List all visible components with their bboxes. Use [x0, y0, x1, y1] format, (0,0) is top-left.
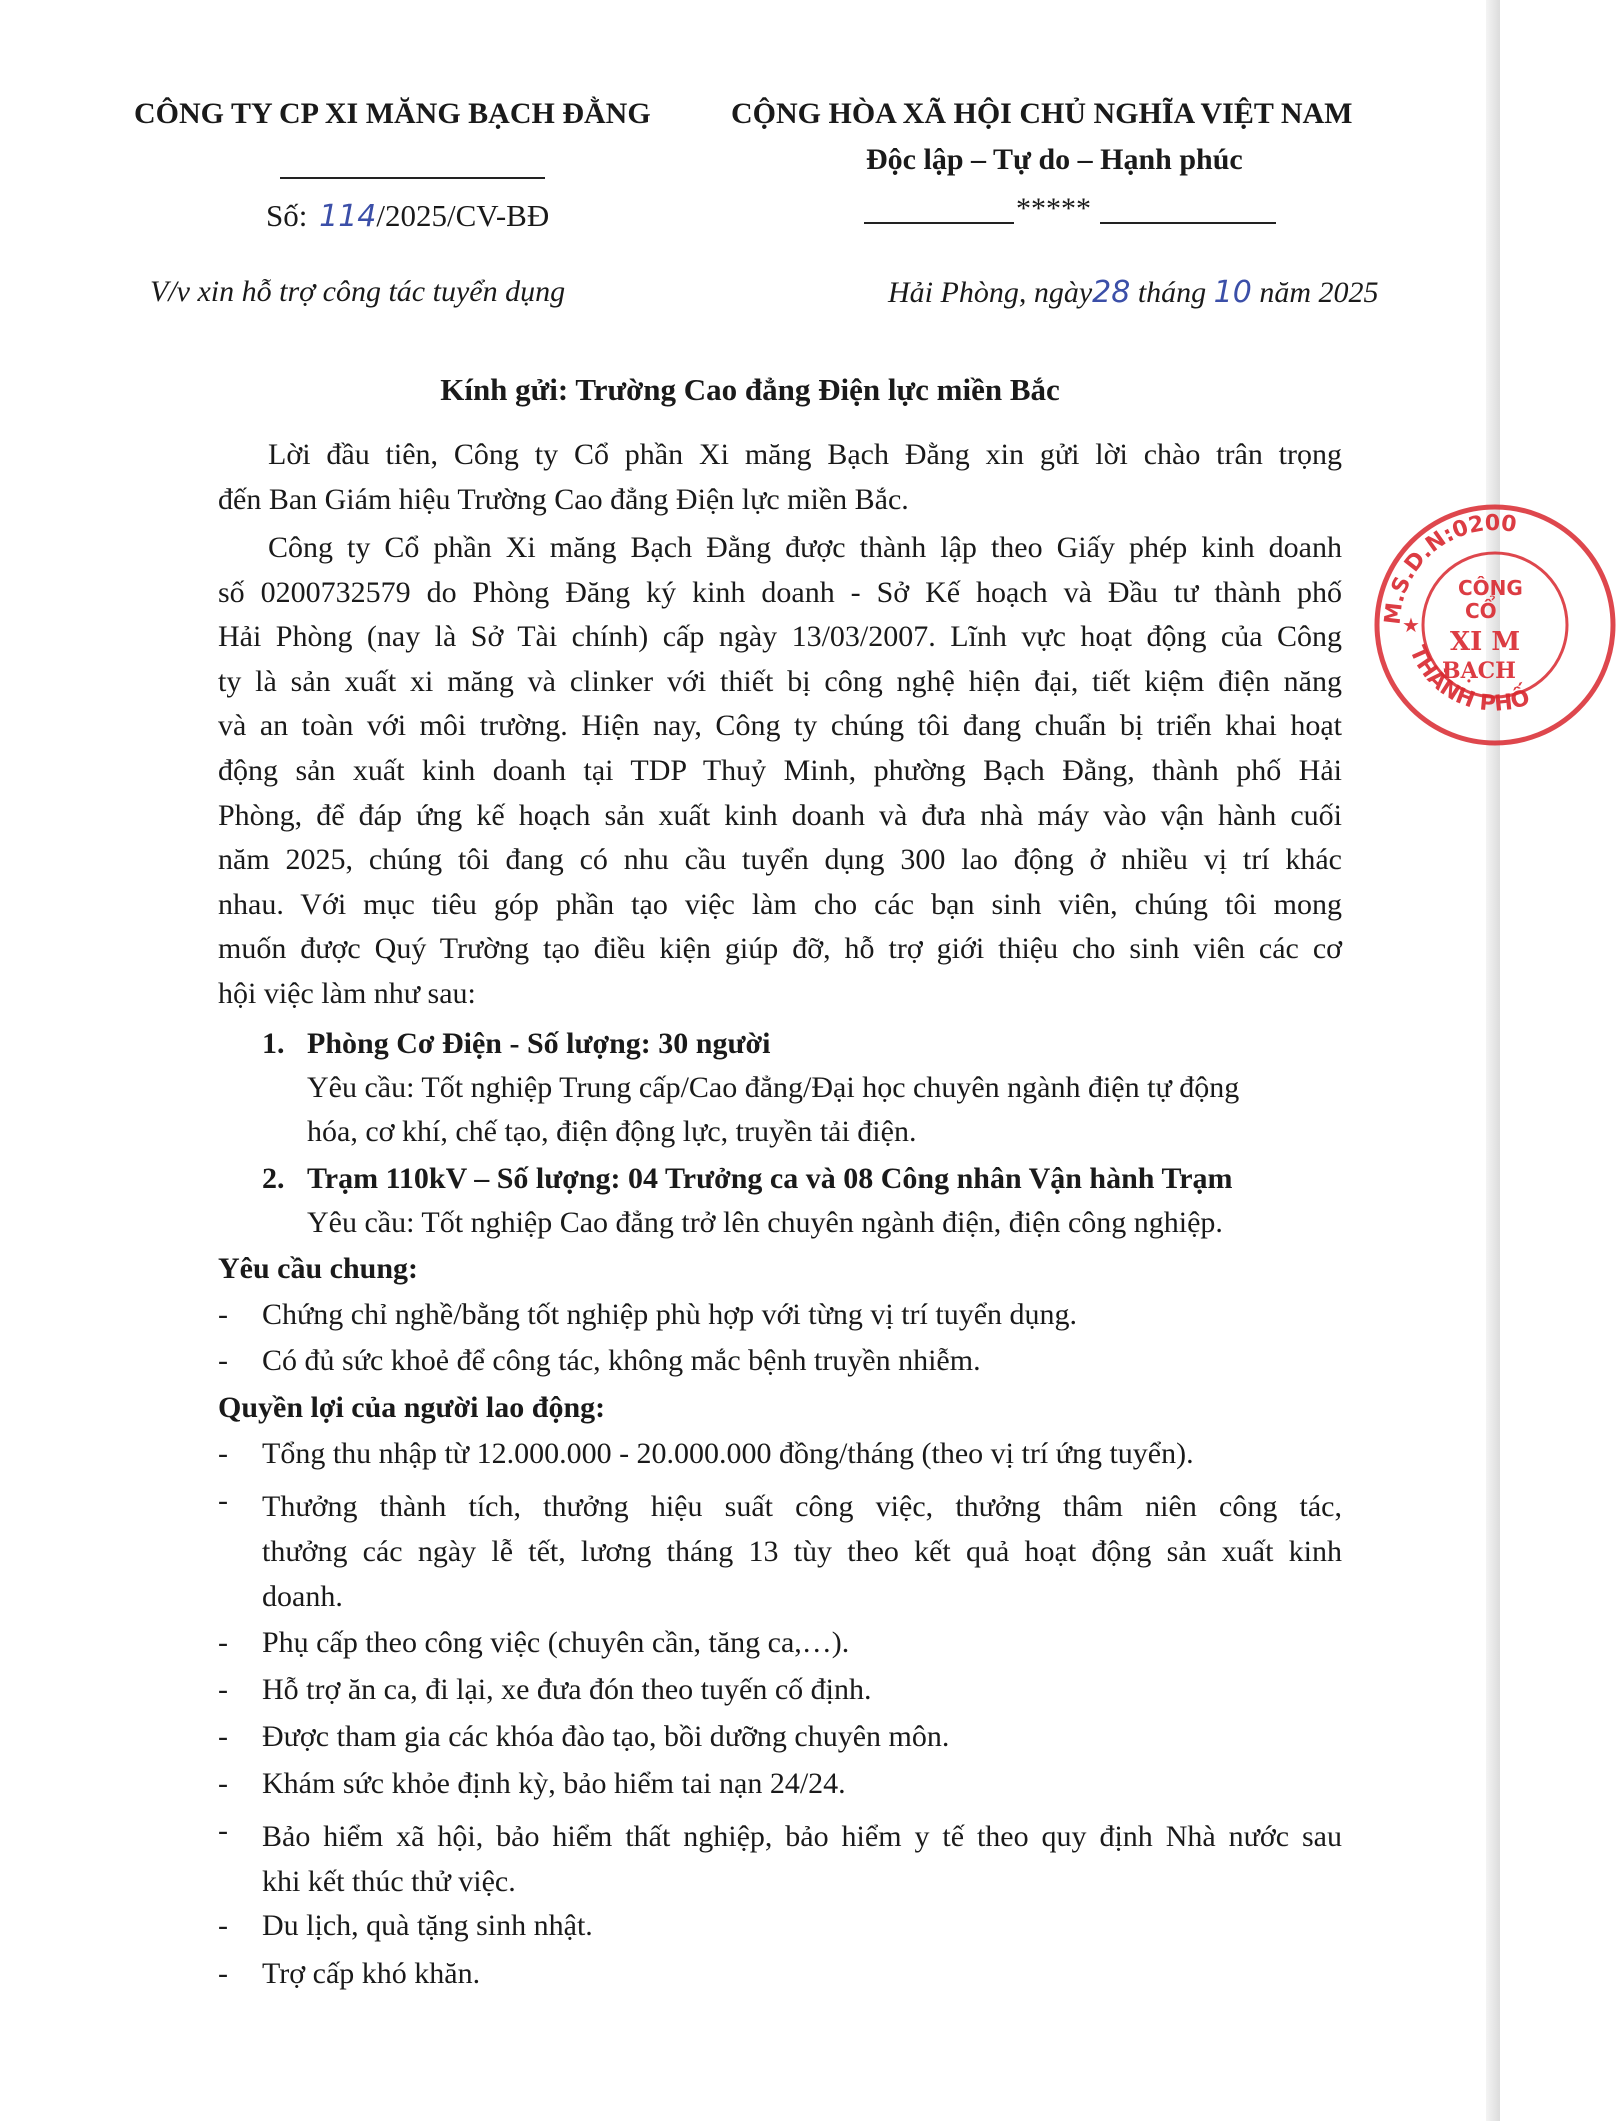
benefit-item: Hỗ trợ ăn ca, đi lại, xe đưa đón theo tuyến cố định.	[262, 1673, 872, 1706]
benefit-item: Khám sức khỏe định kỳ, bảo hiểm tai nạn 24/24.	[262, 1767, 846, 1800]
motto-underline-left	[864, 222, 1014, 224]
stamp-inner-text: XI M	[1450, 627, 1521, 657]
national-motto: Độc lập – Tự do – Hạnh phúc	[866, 143, 1243, 176]
benefit-item: Được tham gia các khóa đào tạo, bồi dưỡng chuyên môn.	[262, 1720, 950, 1753]
stamp-star: ★	[1402, 613, 1420, 637]
recipient-line: Kính gửi: Trường Cao đẳng Điện lực miền Bắc	[440, 372, 1060, 407]
page-edge-shadow	[1486, 0, 1500, 2121]
benefit-item: Phụ cấp theo công việc (chuyên cần, tăng ca,…).	[262, 1626, 850, 1659]
position-1-requirement: Yêu cầu: Tốt nghiệp Trung cấp/Cao đẳng/Đại học chuyên ngành điện tự động	[307, 1071, 1240, 1104]
paragraph-line: hội việc làm như sau:	[218, 976, 476, 1010]
benefit-item: Trợ cấp khó khăn.	[262, 1957, 481, 1990]
motto-underline-right	[1100, 222, 1276, 224]
bullet-dash: -	[218, 1344, 228, 1377]
company-stamp	[1370, 500, 1620, 750]
bullet-dash: -	[218, 1720, 228, 1753]
bullet-dash: -	[218, 1814, 228, 1847]
benefit-item	[262, 1484, 1342, 1619]
position-2-number: 2.	[262, 1162, 285, 1195]
stamp-inner-text: CÔNG	[1458, 576, 1523, 600]
bullet-dash: -	[218, 1626, 228, 1659]
benefit-line: khi kết thúc thử việc.	[262, 1865, 516, 1898]
paragraph-line: đến Ban Giám hiệu Trường Cao đẳng Điện lực miền Bắc.	[218, 482, 909, 516]
motto-stars: *****	[1016, 192, 1091, 225]
bullet-dash: -	[218, 1767, 228, 1800]
paragraph-company	[218, 526, 1342, 1017]
bullet-dash: -	[218, 1484, 228, 1517]
stamp-ring-top-text: M.S.D.N:0200	[1380, 510, 1518, 626]
document-number: Số: 114/2025/CV-BĐ	[266, 198, 550, 234]
position-2-requirement: Yêu cầu: Tốt nghiệp Cao đẳng trở lên chuyên ngành điện, điện công nghiệp.	[307, 1206, 1223, 1239]
position-1-title: Phòng Cơ Điện - Số lượng: 30 người	[307, 1027, 771, 1060]
stamp-ring-bottom-text: THÀNH PHỐ	[1404, 642, 1534, 717]
paragraph-line: nhau. Với mục tiêu góp phần tạo việc làm cho các bạn sinh viên, chúng tôi mong	[218, 887, 1342, 921]
stamp-inner-text: CỔ	[1465, 599, 1497, 623]
bullet-dash: -	[218, 1957, 228, 1990]
paragraph-line: số 0200732579 do Phòng Đăng ký kinh doanh - Sở Kế hoạch và Đầu tư thành phố	[218, 575, 1342, 609]
benefit-item: Tổng thu nhập từ 12.000.000 - 20.000.000 đồng/tháng (theo vị trí ứng tuyển).	[262, 1437, 1194, 1470]
paragraph-line: Phòng, để đáp ứng kế hoạch sản xuất kinh doanh và đưa nhà máy vào vận hành cuối	[218, 798, 1342, 832]
bullet-dash: -	[218, 1673, 228, 1706]
general-requirements-heading: Yêu cầu chung:	[218, 1252, 419, 1285]
benefit-item	[262, 1814, 1342, 1904]
company-name: CÔNG TY CP XI MĂNG BẠCH ĐẰNG	[134, 97, 651, 130]
benefits-heading: Quyền lợi của người lao động:	[218, 1391, 606, 1424]
company-underline	[280, 177, 545, 179]
position-1-number: 1.	[262, 1027, 285, 1060]
nation-title: CỘNG HÒA XÃ HỘI CHỦ NGHĨA VIỆT NAM	[731, 97, 1353, 130]
paragraph-line: và an toàn với môi trường. Hiện nay, Công ty chúng tôi đang chuẩn bị triển khai hoạt	[218, 709, 1342, 743]
paragraph-line: Hải Phòng (nay là Sở Tài chính) cấp ngày 13/03/2007. Lĩnh vực hoạt động của Công	[218, 620, 1342, 654]
paragraph-intro	[218, 433, 1342, 522]
date-line: Hải Phòng, ngày28 tháng 10 năm 2025	[888, 275, 1379, 310]
benefit-item: Du lịch, quà tặng sinh nhật.	[262, 1909, 593, 1942]
paragraph-line: năm 2025, chúng tôi đang có nhu cầu tuyển dụng 300 lao động ở nhiều vị trí khác	[218, 843, 1342, 877]
general-requirement-item: Có đủ sức khoẻ để công tác, không mắc bệnh truyền nhiễm.	[262, 1344, 981, 1377]
position-2-title: Trạm 110kV – Số lượng: 04 Trưởng ca và 08 Công nhân Vận hành Trạm	[307, 1162, 1233, 1195]
handwritten-month: 10	[1213, 275, 1252, 310]
handwritten-day: 28	[1092, 275, 1131, 310]
paragraph-line: ty là sản xuất xi măng và clinker với thiết bị công nghệ hiện đại, tiết kiệm điện năng	[218, 664, 1342, 698]
benefit-line: Bảo hiểm xã hội, bảo hiểm thất nghiệp, bảo hiểm y tế theo quy định Nhà nước sau	[262, 1820, 1342, 1853]
benefit-line: thưởng các ngày lễ tết, lương tháng 13 tùy theo kết quả hoạt động sản xuất kinh	[262, 1535, 1342, 1568]
general-requirement-item: Chứng chỉ nghề/bằng tốt nghiệp phù hợp với từng vị trí tuyển dụng.	[262, 1298, 1078, 1331]
bullet-dash: -	[218, 1298, 228, 1331]
stamp-inner-text: BẠCH	[1442, 658, 1516, 684]
position-1-requirement: hóa, cơ khí, chế tạo, điện động lực, truyền tải điện.	[307, 1115, 917, 1148]
subject-line: V/v xin hỗ trợ công tác tuyển dụng	[150, 275, 566, 308]
handwritten-number: 114	[319, 199, 377, 234]
paragraph-line: động sản xuất kinh doanh tại TDP Thuỷ Minh, phường Bạch Đằng, thành phố Hải	[218, 753, 1342, 787]
benefit-line: Thưởng thành tích, thưởng hiệu suất công việc, thưởng thâm niên công tác,	[262, 1490, 1342, 1523]
paragraph-line: Công ty Cổ phần Xi măng Bạch Đằng được thành lập theo Giấy phép kinh doanh	[268, 531, 1342, 564]
paragraph-line: Lời đầu tiên, Công ty Cổ phần Xi măng Bạch Đằng xin gửi lời chào trân trọng	[268, 438, 1342, 471]
bullet-dash: -	[218, 1909, 228, 1942]
benefit-line: doanh.	[262, 1580, 343, 1613]
bullet-dash: -	[218, 1437, 228, 1470]
paragraph-line: muốn được Quý Trường tạo điều kiện giúp đỡ, hỗ trợ giới thiệu cho sinh viên các cơ	[218, 932, 1342, 966]
